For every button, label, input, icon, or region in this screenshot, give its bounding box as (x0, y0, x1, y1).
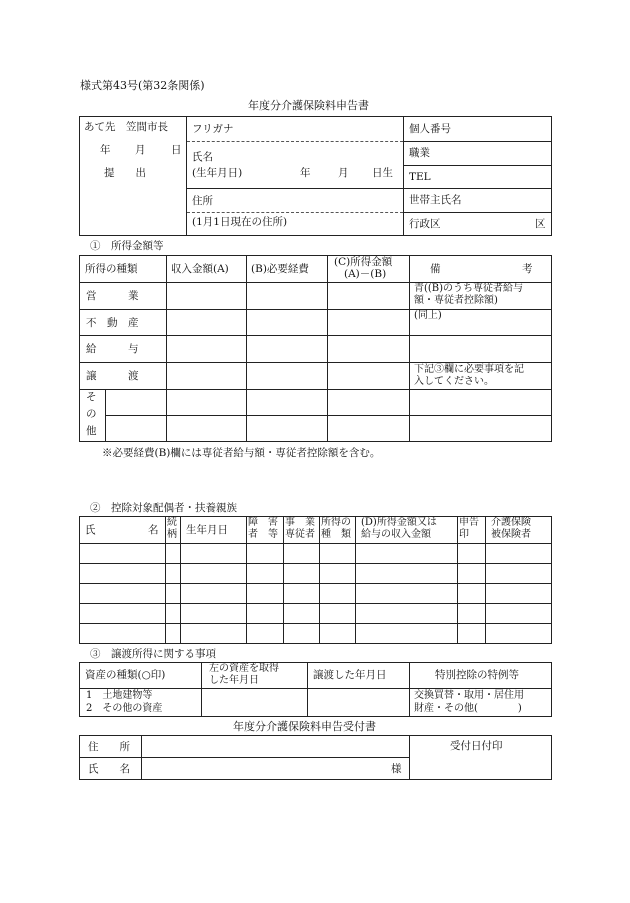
remark-transfer-1: 下記③欄に必要事項を記 (414, 364, 524, 375)
col-relation-1: 続 (167, 517, 177, 528)
remark-transfer-2: 入してください。 (414, 376, 494, 387)
asset-other: 2 その他の資産 (86, 703, 163, 714)
col-dep-name-2: 名 (148, 524, 159, 536)
asset-land: 1 土地建物等 (86, 690, 153, 701)
col-dep-income-type-2: 種 類 (321, 529, 351, 540)
col-income-amount: (C)所得金額 (334, 256, 393, 268)
col-remarks-1: 備 (430, 263, 441, 275)
col-dep-income-2: 給与の収入金額 (361, 529, 431, 540)
col-acquired-1: 左の資産を取得 (209, 663, 279, 674)
row-business: 営 業 (86, 290, 139, 302)
col-stamp-1: 申告 (459, 517, 479, 528)
col-dep-income-type-1: 所得の (321, 517, 351, 528)
col-employee-1: 事 業 (285, 517, 315, 528)
col-relation-2: 柄 (167, 529, 177, 540)
col-dep-name-1: 氏 (85, 524, 96, 536)
submit-label: 提 出 (104, 167, 146, 179)
tel-label: TEL (409, 171, 431, 183)
address-label: 住所 (192, 195, 213, 207)
ward-unit: 区 (535, 218, 546, 230)
receipt-title: 年度分介護保険料申告受付書 (233, 720, 376, 733)
col-acquired-2: した年月日 (209, 675, 259, 686)
receipt-honorific: 様 (391, 763, 402, 775)
special-1: 交換買替・取用・居住用 (414, 690, 524, 701)
form-number: 様式第43号(第32条関係) (80, 79, 205, 92)
section2-heading: ② 控除対象配偶者・扶養親族 (90, 502, 237, 514)
col-disabled-2: 者 等 (248, 529, 278, 540)
remark-business-1: 青((B)のうち専従者給与 (414, 283, 524, 294)
occupation-label: 職業 (409, 147, 430, 159)
col-employee-2: 専従者 (285, 529, 315, 540)
birth-label: (生年月日) (192, 167, 243, 179)
date-day-label: 日 (171, 144, 182, 156)
address-to: あて先 笠間市長 (84, 121, 168, 133)
col-remarks-2: 考 (522, 263, 533, 275)
section1-heading: ① 所得金額等 (90, 240, 164, 252)
ward-label: 行政区 (409, 218, 441, 230)
remark-real-estate: (同上) (414, 310, 442, 321)
receipt-address-label: 住 所 (88, 741, 130, 753)
receipt-stamp-label: 受付日付印 (450, 740, 503, 752)
row-other-2: の (86, 408, 97, 420)
row-transfer: 譲 渡 (86, 370, 139, 382)
col-revenue: 収入金額(A) (171, 263, 229, 275)
col-dep-birth: 生年月日 (186, 524, 228, 536)
row-other-1: そ (86, 391, 97, 403)
householder-label: 世帯主氏名 (409, 194, 462, 206)
receipt-name-label: 氏 名 (88, 763, 130, 775)
row-other-3: 他 (86, 425, 97, 437)
col-stamp-2: 印 (459, 529, 469, 540)
personal-number-label: 個人番号 (409, 123, 451, 135)
col-income-formula: (A)－(B) (344, 268, 387, 280)
col-disabled-1: 障 害 (248, 517, 278, 528)
col-expenses: (B)必要経費 (251, 263, 309, 275)
row-real-estate: 不 動 産 (86, 317, 139, 329)
section3-heading: ③ 譲渡所得に関する事項 (90, 648, 216, 660)
col-dep-income-1: (D)所得金額又は (361, 517, 437, 528)
col-insured-2: 被保険者 (491, 529, 531, 540)
birth-year-label: 年 (300, 167, 311, 179)
expense-note: ※必要経費(B)欄には専従者給与額・専従者控除額を含む。 (102, 447, 381, 459)
date-month-label: 月 (135, 144, 146, 156)
birth-month-label: 月 (338, 167, 349, 179)
furigana-label: フリガナ (192, 123, 234, 135)
address-note: (1月1日現在の住所) (192, 216, 288, 228)
col-asset-type: 資産の種類(○印) (85, 669, 166, 681)
remark-business-2: 額・専従者控除額) (414, 295, 498, 306)
name-label: 氏名 (192, 151, 213, 163)
form-title: 年度分介護保険料申告書 (248, 99, 369, 112)
col-special: 特別控除の特例等 (435, 669, 519, 681)
col-insured-1: 介護保険 (491, 517, 531, 528)
birth-day-label: 日生 (372, 167, 393, 179)
date-year-label: 年 (100, 144, 111, 156)
special-2: 財産・その他( ) (414, 703, 522, 714)
col-transfer-date: 譲渡した年月日 (313, 669, 387, 681)
col-income-type: 所得の種類 (85, 263, 138, 275)
row-salary: 給 与 (86, 343, 139, 355)
